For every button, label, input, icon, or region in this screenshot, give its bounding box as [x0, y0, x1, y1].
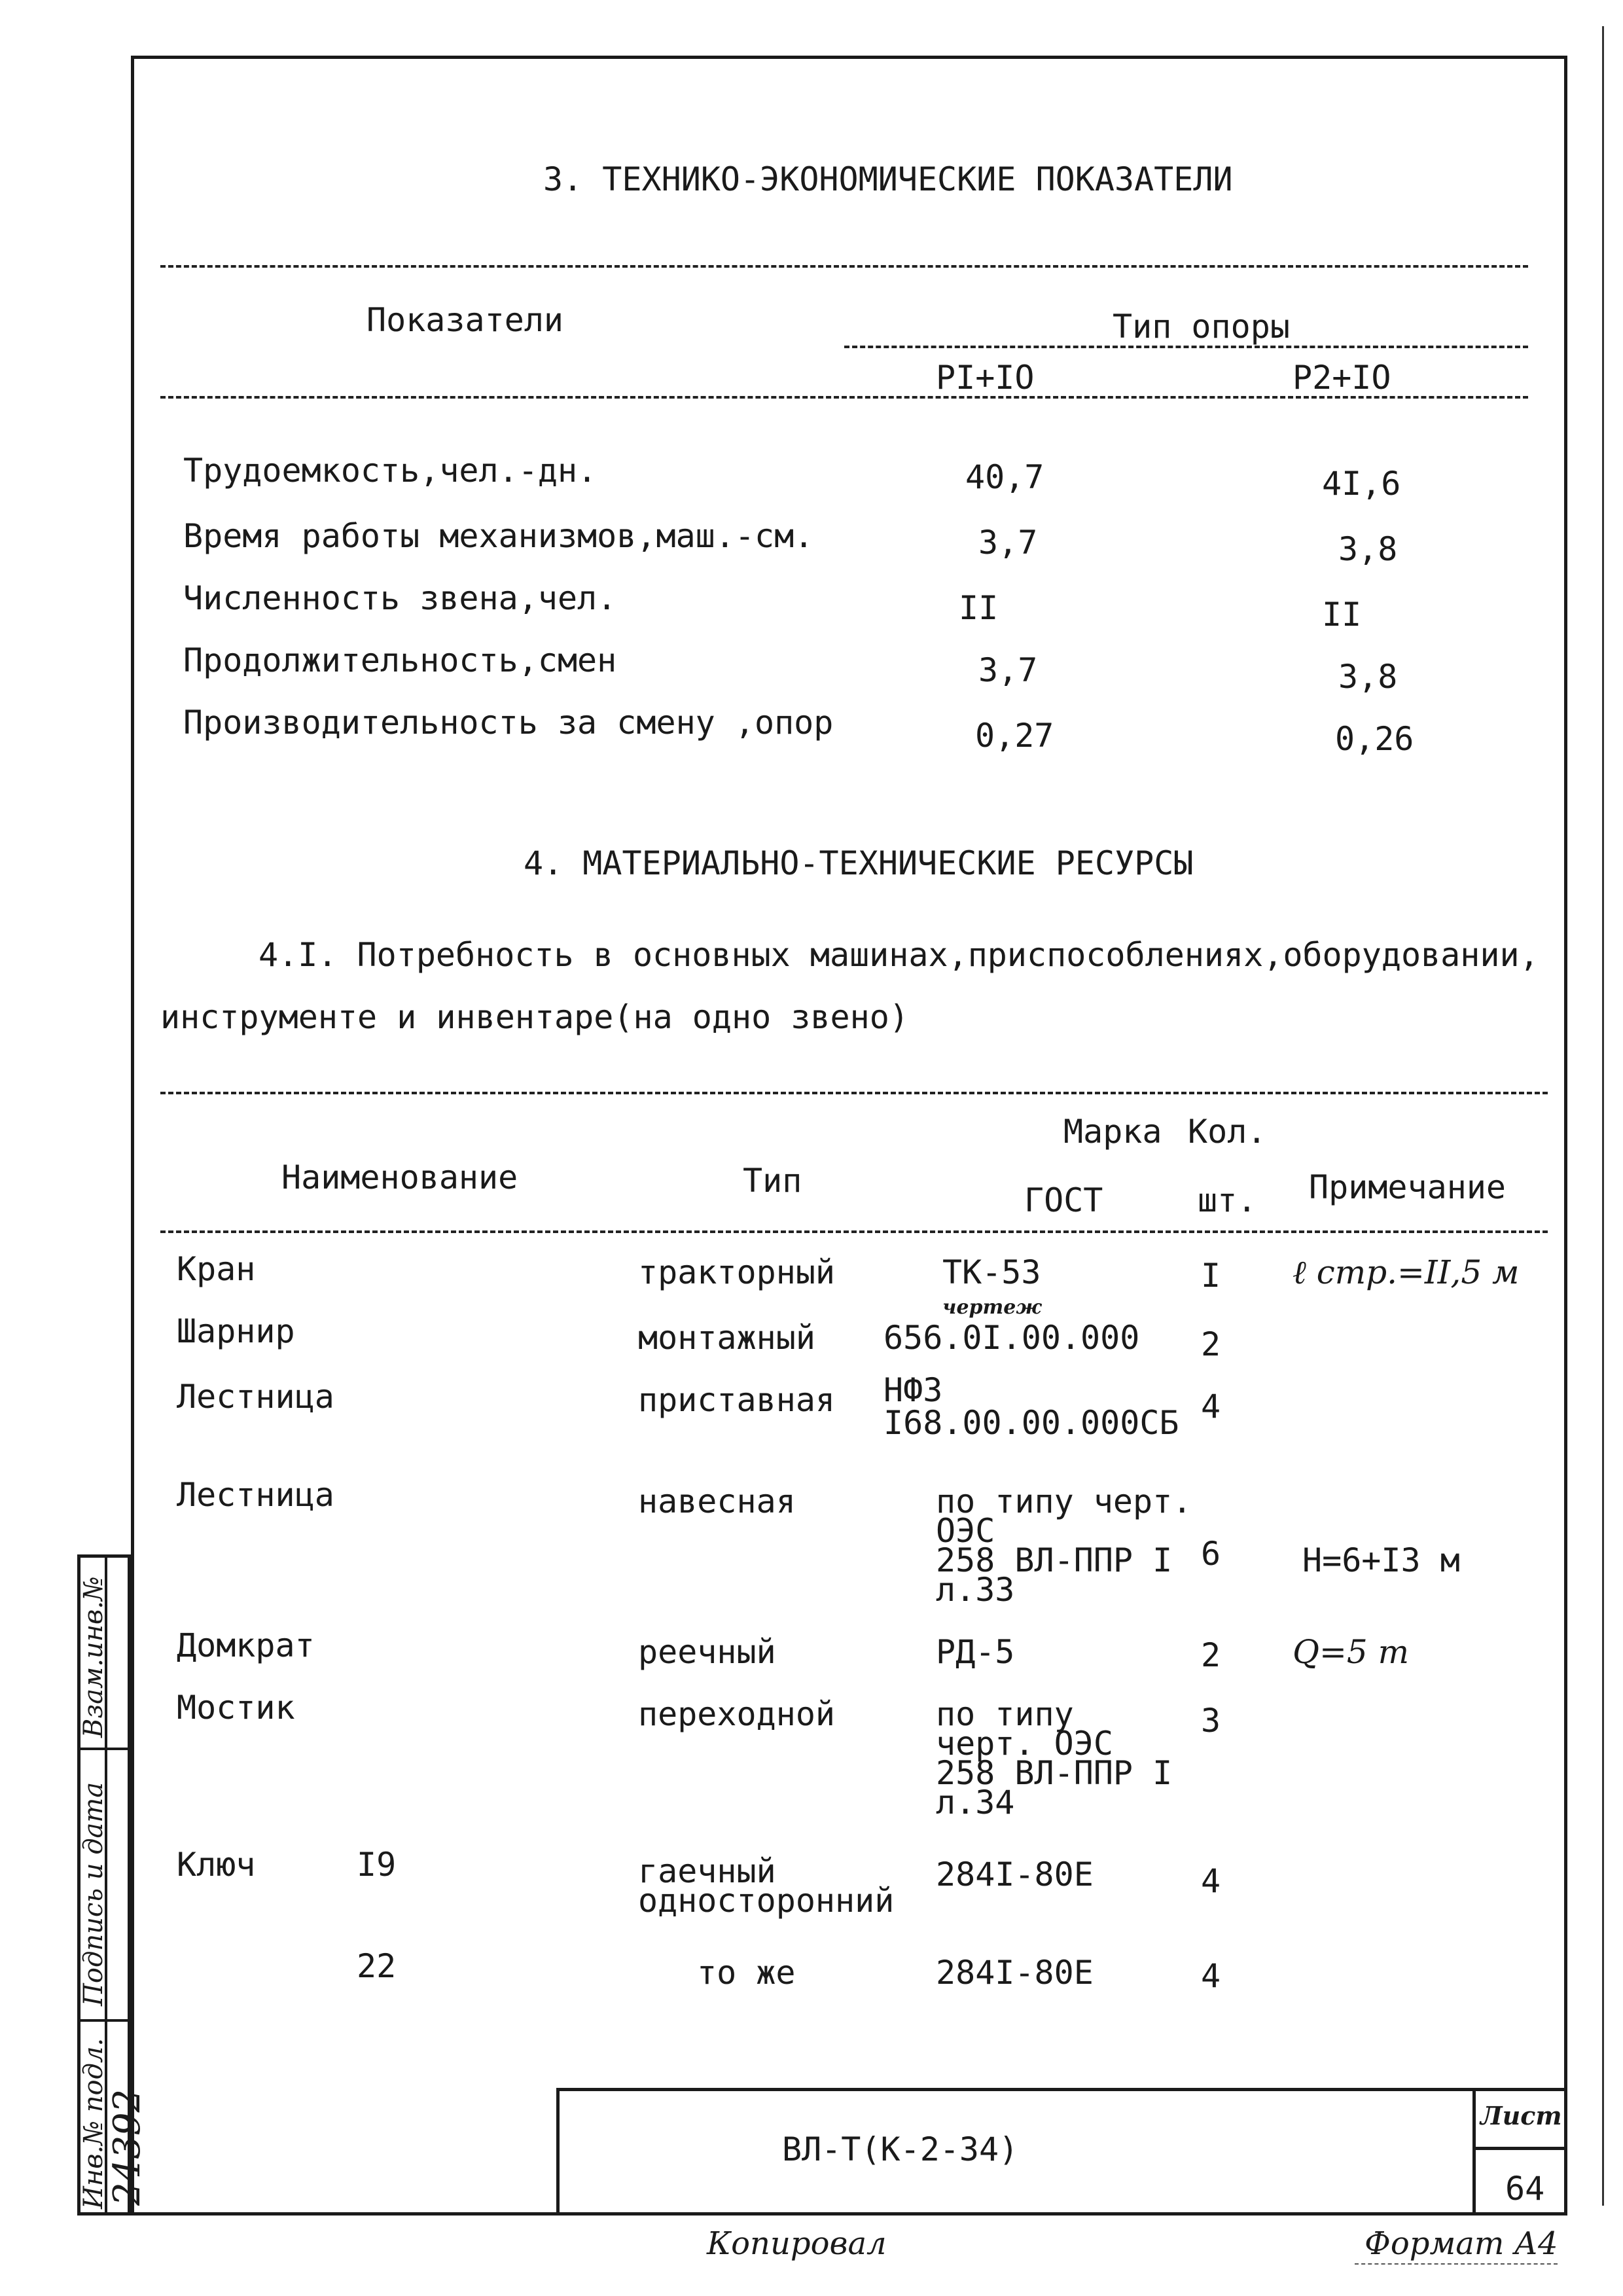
table4-row-mark: РД-5 — [936, 1633, 1015, 1671]
table4-header-note: Примечание — [1309, 1168, 1507, 1206]
table4-row-qty: 4 — [1201, 1388, 1221, 1426]
table4-row-mark: НФЗ — [883, 1371, 943, 1409]
table4-top-rule — [160, 1092, 1548, 1094]
table4-row-mark: I68.00.00.000СБ — [883, 1404, 1179, 1442]
title-block-sheet-divider — [1472, 2147, 1567, 2150]
table4-row-qty: I — [1201, 1257, 1221, 1295]
table4-row-mark: по типу черт. — [936, 1482, 1192, 1520]
table4-row-mark: 284I-80Е — [936, 1856, 1094, 1893]
table4-header-qty1: Кол. — [1188, 1113, 1267, 1151]
table3-row-v1: II — [959, 589, 999, 627]
table4-header-qty2: шт. — [1198, 1181, 1257, 1219]
footer-format: Формат А4 — [1364, 2225, 1558, 2262]
table4-row-mark: 258 ВЛ-ППР I — [936, 1754, 1173, 1792]
title-block — [556, 2088, 1567, 2215]
table3-row-v1: 40,7 — [965, 458, 1044, 496]
table4-row-type: то же — [697, 1954, 796, 1992]
section4-intro-line1: 4.I. Потребность в основных машинах,приспособлениях,оборудовании, — [259, 936, 1539, 974]
table4-row-type: реечный — [638, 1633, 776, 1671]
table4-row-name: Ключ — [177, 1846, 256, 1884]
side-stamp-divider — [77, 1748, 131, 1750]
table4-row-name: Шарнир — [177, 1312, 295, 1350]
table4-row-mark: ОЭС — [936, 1512, 995, 1550]
table4-header-mark1: Марка — [1063, 1113, 1162, 1151]
table4-row-type: монтажный — [638, 1319, 815, 1357]
table3-row-name: Время работы механизмов,маш.-см. — [183, 517, 814, 555]
table3-row-v2: 3,8 — [1338, 530, 1398, 568]
table4-row-type: гаечный — [638, 1852, 776, 1890]
table3-header-rule — [160, 396, 1528, 399]
sheet-number: 64 — [1505, 2170, 1545, 2208]
table3-header-type: Тип опоры — [1113, 308, 1290, 346]
side-stamp-inv-label: Инв.№ подл. — [79, 2037, 109, 2209]
table3-row-v1: 3,7 — [978, 651, 1038, 689]
table4-row-mark-handwritten: чертеж — [942, 1296, 1042, 1319]
table4-row-name: Мостик — [177, 1689, 295, 1727]
table4-row-type: переходной — [638, 1695, 836, 1733]
table4-row-note: Q=5 т — [1293, 1633, 1410, 1671]
table4-header-rule — [160, 1230, 1548, 1233]
table4-row-mark: черт. ОЭС — [936, 1725, 1113, 1763]
table3-col2-header: P2+IO — [1293, 359, 1391, 397]
table4-row-name: Кран — [177, 1250, 256, 1288]
table4-row-note: ℓ стр.=II,5 м — [1293, 1253, 1520, 1291]
table4-row-size: 22 — [357, 1947, 397, 1985]
table3-col1-header: PI+IO — [936, 359, 1035, 397]
table3-row-v1: 3,7 — [978, 524, 1038, 562]
table4-row-type: тракторный — [638, 1253, 836, 1291]
side-stamp-sign-label: Подпись и дата — [79, 1782, 109, 2006]
outer-right-edge — [1602, 26, 1604, 2206]
table4-row-mark: 284I-80Е — [936, 1954, 1094, 1992]
table3-header-indicators: Показатели — [366, 301, 564, 339]
section4-title: 4. МАТЕРИАЛЬНО-ТЕХНИЧЕСКИЕ РЕСУРСЫ — [524, 844, 1194, 882]
table4-row-mark: по типу — [936, 1695, 1074, 1733]
table4-row-mark: ТК-53 — [942, 1253, 1041, 1291]
table3-type-rule — [844, 346, 1528, 348]
side-stamp-inv-number: 24392 — [106, 2089, 149, 2206]
table4-row-qty: 3 — [1201, 1702, 1221, 1740]
table4-row-mark: 258 ВЛ-ППР I — [936, 1541, 1173, 1579]
table4-row-name: Домкрат — [177, 1626, 315, 1664]
table3-row-v2: 4I,6 — [1322, 465, 1401, 503]
title-block-divider — [1472, 2088, 1476, 2215]
table4-row-type: приставная — [638, 1381, 836, 1419]
table4-row-type: навесная — [638, 1482, 796, 1520]
table3-row-v2: 0,26 — [1335, 720, 1414, 758]
footer-copied: Копировал — [707, 2225, 887, 2262]
side-stamp-vzam-label: Взам.инв.№ — [79, 1576, 109, 1738]
table3-top-rule — [160, 265, 1528, 268]
side-stamp-divider — [77, 2019, 131, 2022]
table4-row-name: Лестница — [177, 1378, 334, 1416]
table4-row-qty: 6 — [1201, 1535, 1221, 1573]
table4-row-qty: 4 — [1201, 1862, 1221, 1900]
sheet-label: Лист — [1480, 2101, 1562, 2130]
table4-row-type: односторонний — [638, 1882, 895, 1920]
table4-row-name: Лестница — [177, 1476, 334, 1514]
table3-row-name: Трудоемкость,чел.-дн. — [183, 452, 597, 490]
table4-row-qty: 4 — [1201, 1957, 1221, 1995]
table4-row-qty: 2 — [1201, 1636, 1221, 1674]
table3-row-v2: 3,8 — [1338, 658, 1398, 696]
table4-row-mark: 656.0I.00.000 — [883, 1319, 1140, 1357]
document-code: ВЛ-Т(К-2-34) — [782, 2130, 1019, 2168]
table4-row-qty: 2 — [1201, 1325, 1221, 1363]
table3-row-v2: II — [1322, 596, 1362, 634]
section3-title: 3. ТЕХНИКО-ЭКОНОМИЧЕСКИЕ ПОКАЗАТЕЛИ — [543, 160, 1233, 198]
table4-header-mark2: ГОСТ — [1024, 1181, 1103, 1219]
table3-row-name: Численность звена,чел. — [183, 579, 617, 617]
section4-intro-line2: инструменте и инвентаре(на одно звено) — [160, 998, 909, 1036]
table4-header-name: Наименование — [281, 1158, 518, 1196]
table4-header-type: Тип — [743, 1162, 802, 1200]
footer-rule — [1355, 2263, 1558, 2265]
table3-row-v1: 0,27 — [975, 717, 1054, 755]
table4-row-mark: л.33 — [936, 1571, 1015, 1609]
table3-row-name: Производительность за смену ,опор — [183, 704, 834, 742]
table4-row-note: Н=6+I3 м — [1302, 1541, 1460, 1579]
table3-row-name: Продолжительность,смен — [183, 641, 617, 679]
table4-row-size: I9 — [357, 1846, 397, 1884]
table4-row-mark: л.34 — [936, 1784, 1015, 1821]
